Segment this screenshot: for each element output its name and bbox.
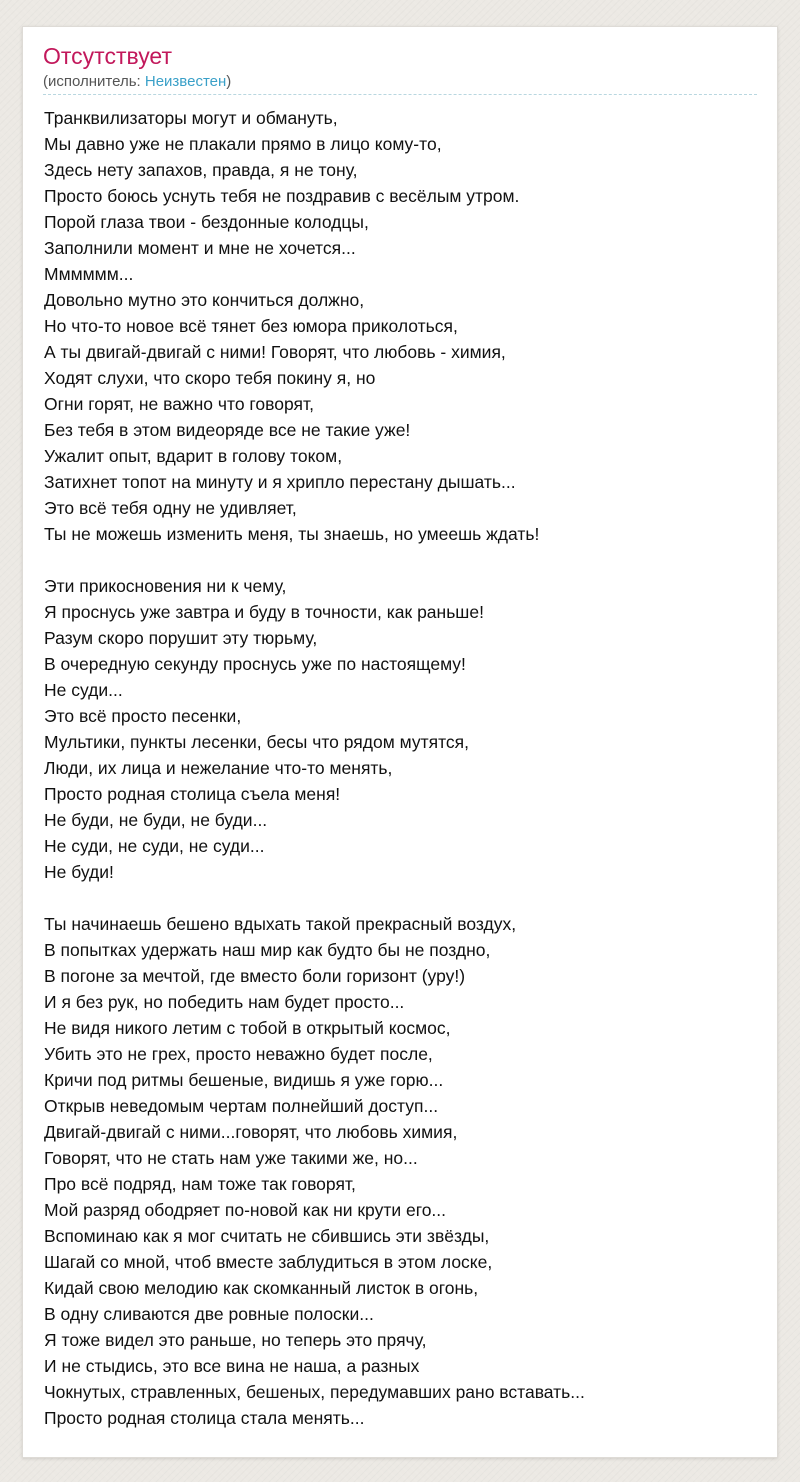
lyric-line: Эти прикосновения ни к чему, (44, 576, 287, 596)
lyric-line: Открыв неведомым чертам полнейший доступ... (44, 1096, 439, 1116)
lyric-line: Кричи под ритмы бешеные, видишь я уже горю... (44, 1070, 444, 1090)
lyrics-text (44, 105, 764, 1431)
lyric-line: Просто боюсь уснуть тебя не поздравив с весёлым утром. (44, 186, 520, 206)
lyric-line: Чокнутых, стравленных, бешеных, передумавших рано вставать... (44, 1382, 585, 1402)
lyric-line: Я тоже видел это раньше, но теперь это прячу, (44, 1330, 427, 1350)
lyric-line: Не суди... (44, 680, 123, 700)
title-divider (43, 94, 757, 95)
lyric-line: Не буди, не буди, не буди... (44, 810, 268, 830)
lyric-line: Ужалит опыт, вдарит в голову током, (44, 446, 343, 466)
lyric-line: Убить это не грех, просто неважно будет после, (44, 1044, 433, 1064)
artist-line (43, 73, 231, 91)
stanza-break (44, 885, 764, 911)
lyric-line: Ты не можешь изменить меня, ты знаешь, но умеешь ждать! (44, 524, 540, 544)
lyric-line: Без тебя в этом видеоряде все не такие уже! (44, 420, 411, 440)
lyric-line: Мы давно уже не плакали прямо в лицо кому-то, (44, 134, 442, 154)
lyric-line: Про всё подряд, нам тоже так говорят, (44, 1174, 356, 1194)
lyric-line: Мультики, пункты лесенки, бесы что рядом мутятся, (44, 732, 469, 752)
lyric-line: Шагай со мной, чтоб вместе заблудиться в этом лоске, (44, 1252, 493, 1272)
lyric-line: Порой глаза твои - бездонные колодцы, (44, 212, 369, 232)
lyric-line: Здесь нету запахов, правда, я не тону, (44, 160, 358, 180)
lyric-line: Не видя никого летим с тобой в открытый космос, (44, 1018, 451, 1038)
lyric-line: Но что-то новое всё тянет без юмора приколоться, (44, 316, 458, 336)
lyric-line: Довольно мутно это кончиться должно, (44, 290, 365, 310)
lyric-line: Я проснусь уже завтра и буду в точности, как раньше! (44, 602, 484, 622)
lyric-line: Это всё просто песенки, (44, 706, 242, 726)
lyric-line: И я без рук, но победить нам будет просто... (44, 992, 405, 1012)
lyric-line: Кидай свою мелодию как скомканный листок в огонь, (44, 1278, 479, 1298)
lyric-line: В одну сливаются две ровные полоски... (44, 1304, 374, 1324)
lyric-line: Двигай-двигай с ними...говорят, что любовь химия, (44, 1122, 458, 1142)
lyric-line: Мммммм... (44, 264, 134, 284)
lyrics-card (22, 26, 778, 1458)
lyric-line: Не буди! (44, 862, 114, 882)
lyric-line: Это всё тебя одну не удивляет, (44, 498, 297, 518)
lyric-line: Транквилизаторы могут и обмануть, (44, 108, 338, 128)
artist-link[interactable]: Неизвестен (144, 73, 227, 90)
lyric-line: Мой разряд ободряет по-новой как ни крути его... (44, 1200, 447, 1220)
lyric-line: В очередную секунду проснусь уже по настоящему! (44, 654, 466, 674)
lyric-line: Заполнили момент и мне не хочется... (44, 238, 356, 258)
lyric-line: Вспоминаю как я мог считать не сбившись эти звёзды, (44, 1226, 490, 1246)
lyric-line: Разум скоро порушит эту тюрьму, (44, 628, 318, 648)
lyric-line: Просто родная столица съела меня! (44, 784, 341, 804)
lyric-line: В попытках удержать наш мир как будто бы не поздно, (44, 940, 491, 960)
lyric-line: А ты двигай-двигай с ними! Говорят, что любовь - химия, (44, 342, 506, 362)
lyric-line: Просто родная столица стала менять... (44, 1408, 365, 1428)
lyric-line: Огни горят, не важно что говорят, (44, 394, 314, 414)
lyric-line: Не суди, не суди, не суди... (44, 836, 265, 856)
lyric-line: Ты начинаешь бешено вдыхать такой прекрасный воздух, (44, 914, 517, 934)
lyric-line: В погоне за мечтой, где вместо боли горизонт (уру!) (44, 966, 466, 986)
artist-prefix: (исполнитель: (43, 73, 145, 90)
artist-suffix: ) (226, 73, 232, 90)
lyric-line: Затихнет топот на минуту и я хрипло перестану дышать... (44, 472, 516, 492)
lyric-line: И не стыдись, это все вина не наша, а разных (44, 1356, 420, 1376)
song-title: Отсутствует (43, 43, 172, 69)
lyric-line: Ходят слухи, что скоро тебя покину я, но (44, 368, 376, 388)
lyric-line: Люди, их лица и нежелание что-то менять, (44, 758, 393, 778)
stanza-break (44, 547, 764, 573)
lyric-line: Говорят, что не стать нам уже такими же, но... (44, 1148, 418, 1168)
